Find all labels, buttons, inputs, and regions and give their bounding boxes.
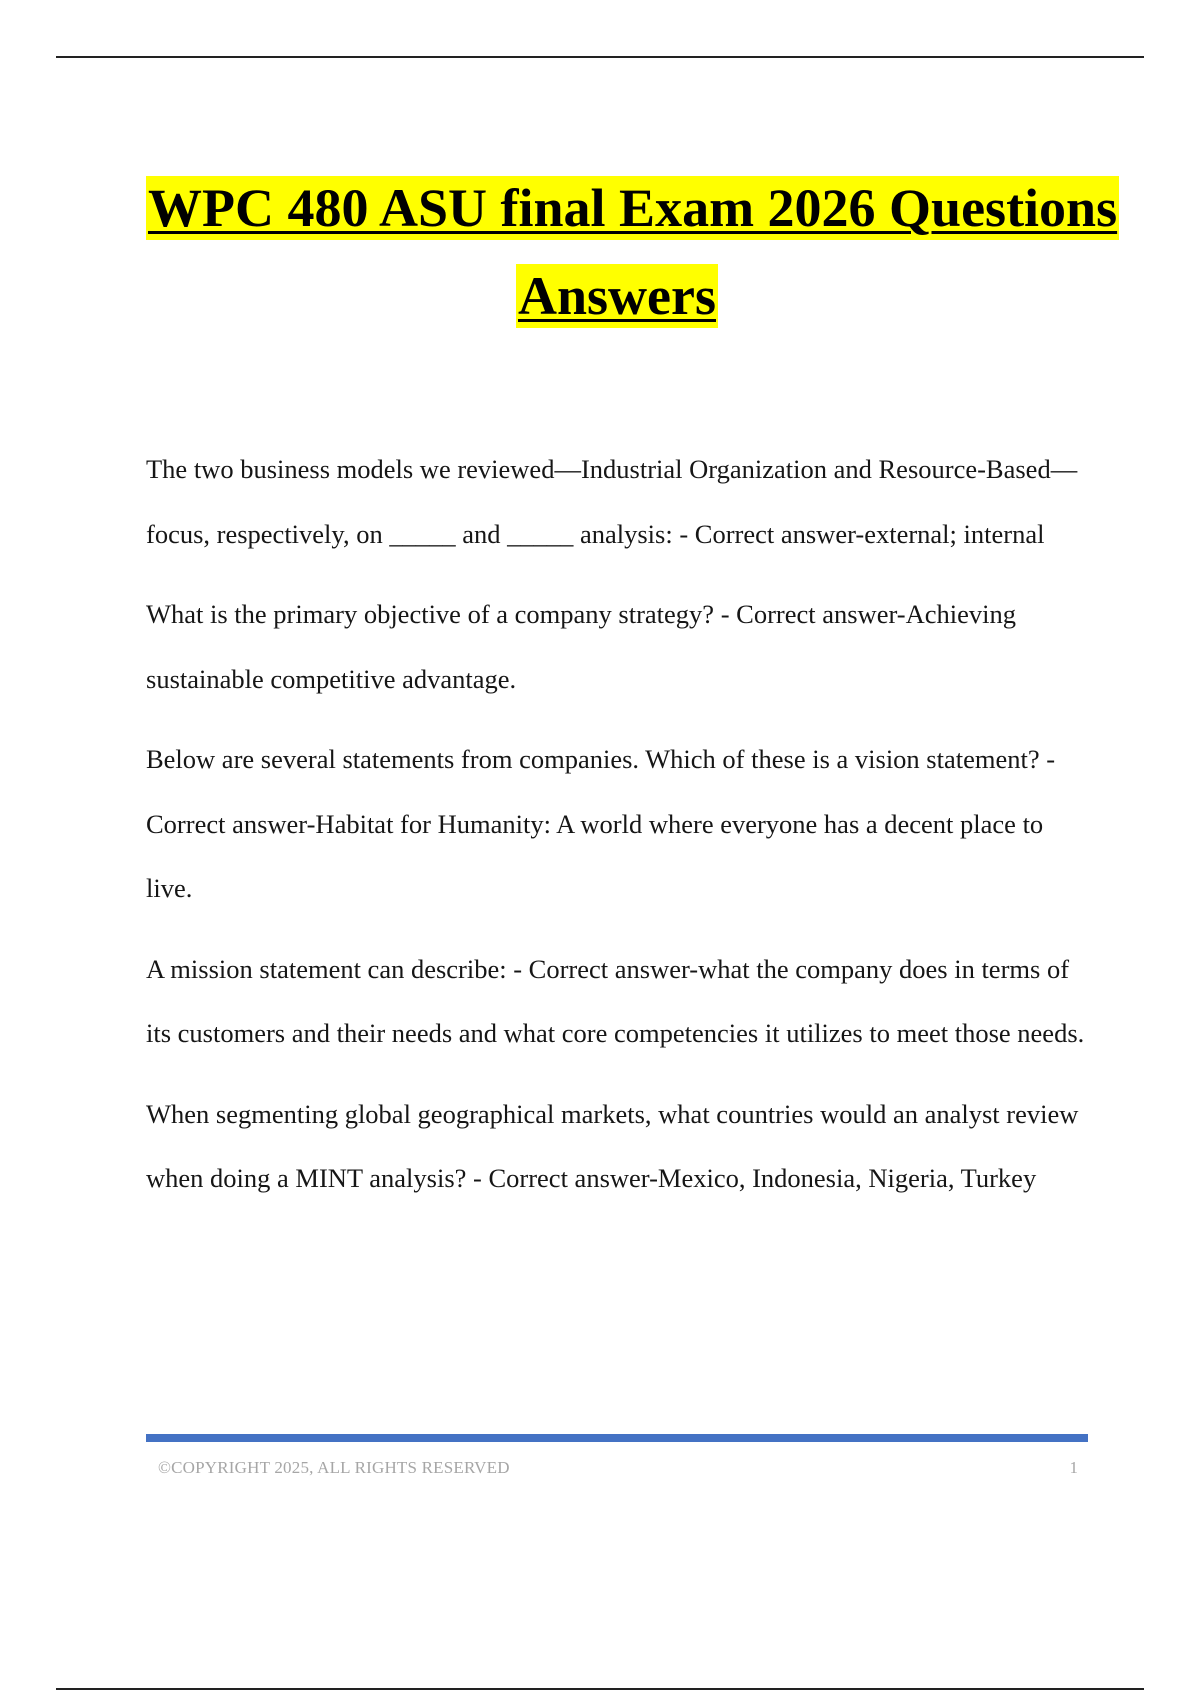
document-title bbox=[146, 176, 1118, 328]
qa-item: Below are several statements from companies. Which of these is a vision statement? - Correct answer-Habitat for Humanity: A world where everyone has a decent place to live. bbox=[146, 744, 1056, 903]
page-number: 1 bbox=[1069, 1458, 1078, 1477]
qa-item: A mission statement can describe: - Correct answer-what the company does in terms of its customers and their needs and what core competencies it utilizes to meet those needs. bbox=[146, 953, 1085, 1048]
title-line-1: WPC 480 ASU final Exam 2026 Questions bbox=[148, 178, 1118, 238]
qa-item: What is the primary objective of a company strategy? - Correct answer-Achieving sustainable competitive advantage. bbox=[146, 599, 1016, 694]
question-answer-list bbox=[146, 437, 1088, 1227]
title-line-2: Answers bbox=[518, 266, 716, 326]
top-divider bbox=[56, 56, 1144, 58]
footer-copyright: ©COPYRIGHT 2025, ALL RIGHTS RESERVED bbox=[158, 1458, 510, 1477]
footer-bar bbox=[146, 1434, 1088, 1442]
qa-item: When segmenting global geographical markets, what countries would an analyst review when doing a MINT analysis? - Correct answer-Mexico, Indonesia, Nigeria, Turkey bbox=[146, 1098, 1079, 1193]
qa-item: The two business models we reviewed—Industrial Organization and Resource-Based—focus, respectively, on _____ and _____ analysis: - Correct answer-external; internal bbox=[146, 454, 1078, 549]
bottom-divider bbox=[56, 1688, 1144, 1690]
